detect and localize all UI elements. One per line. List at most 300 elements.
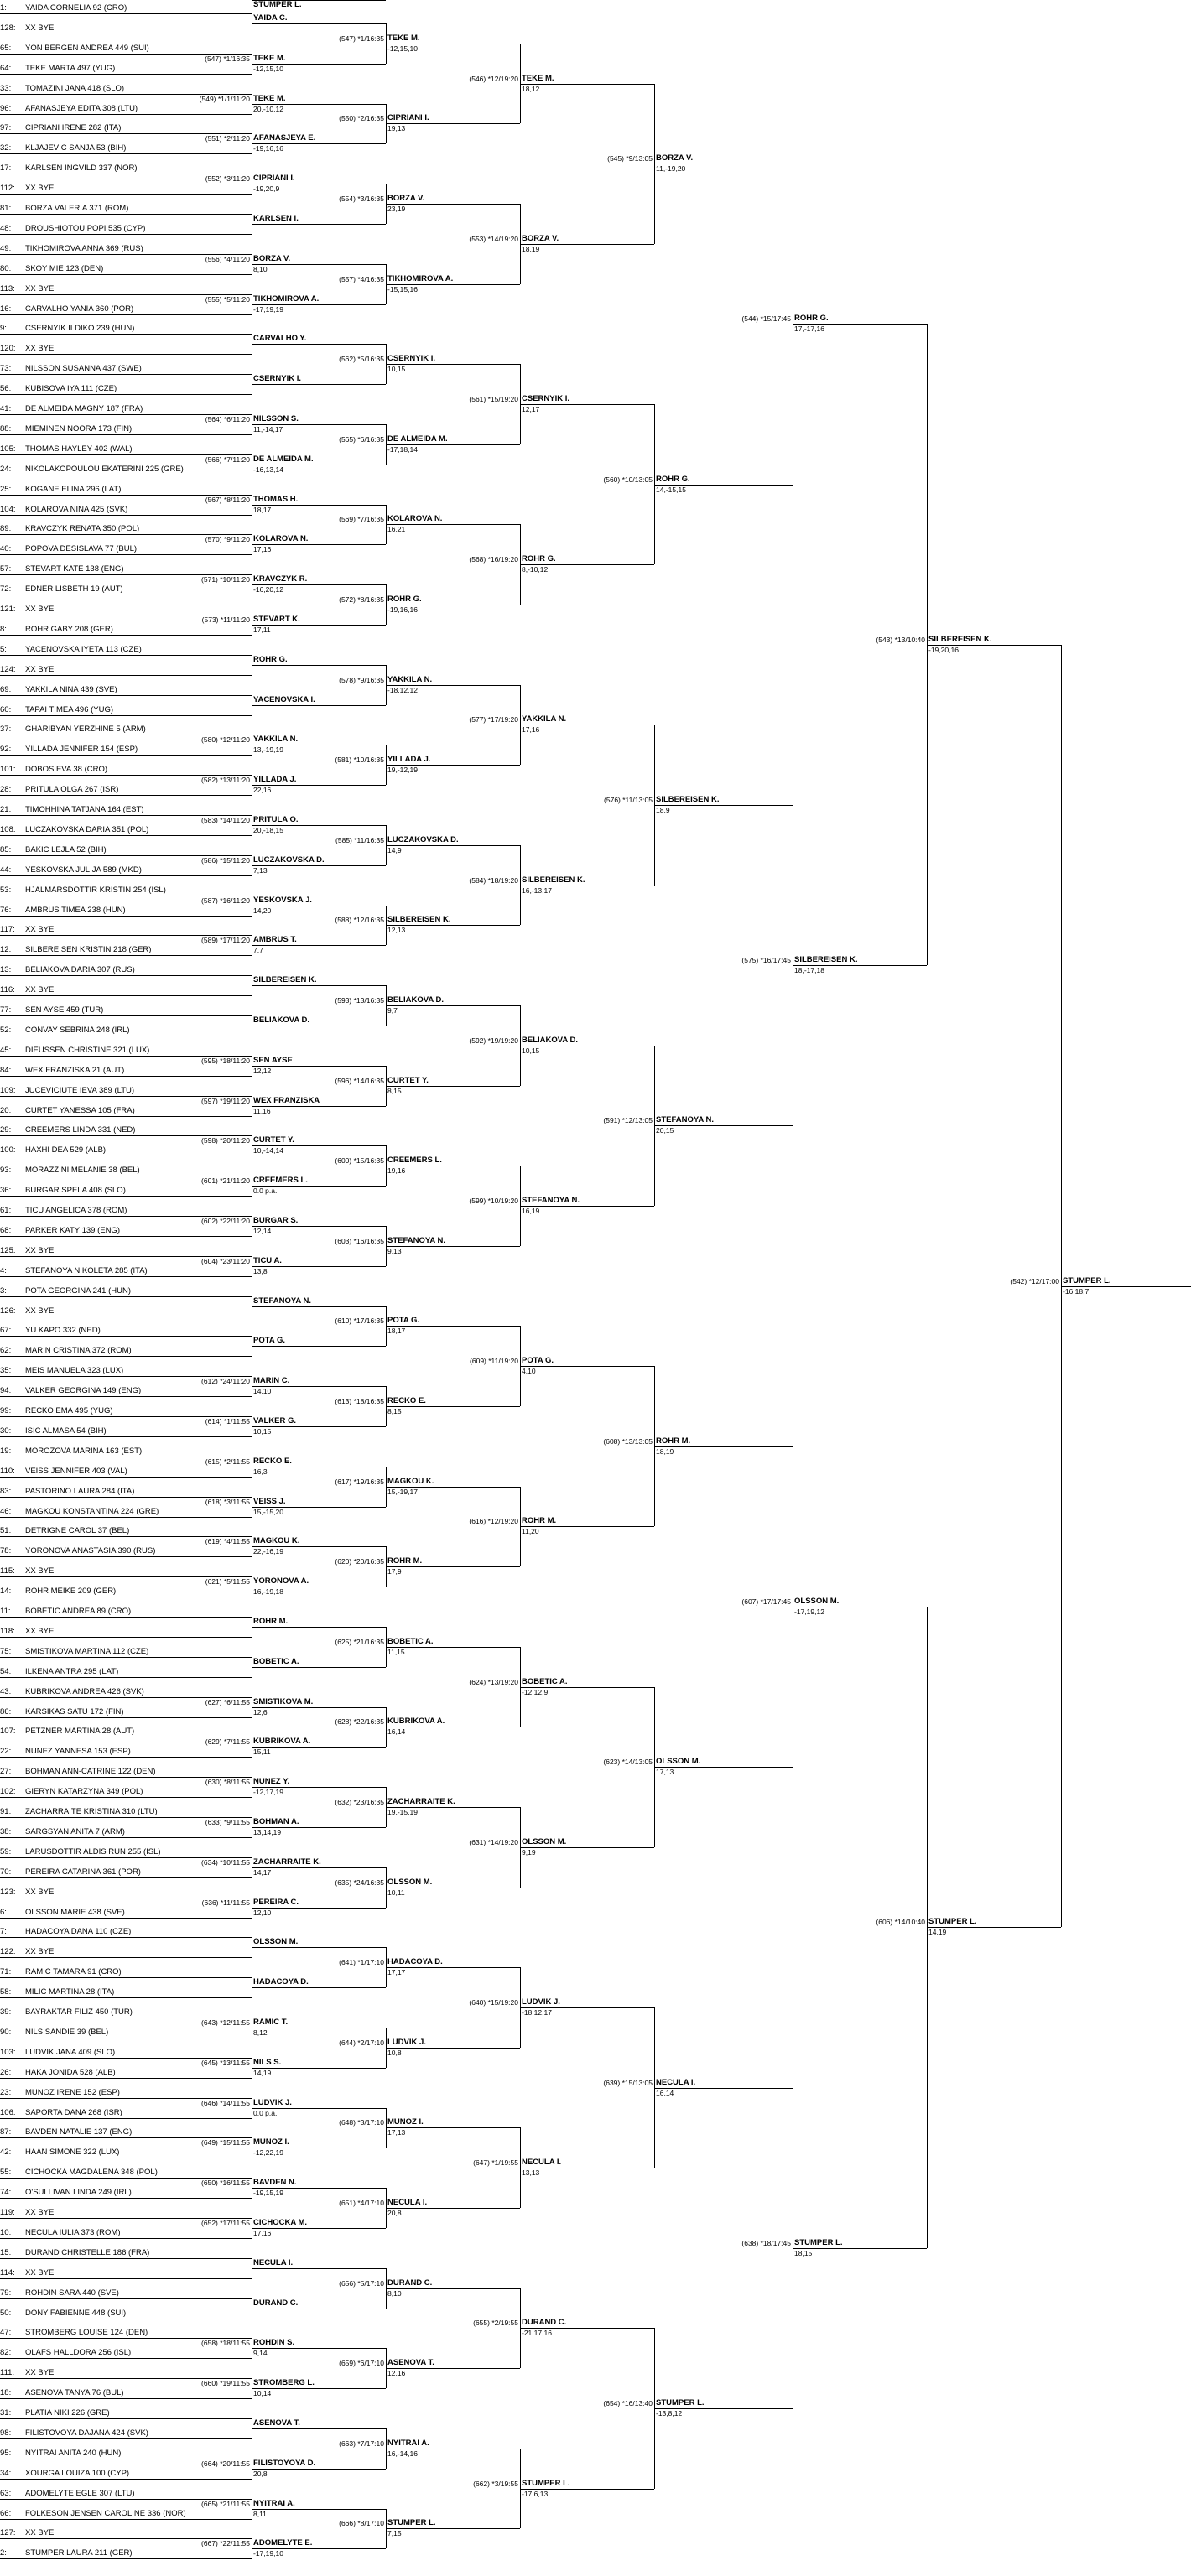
winner-name: WEX FRANZISKA — [253, 1095, 320, 1105]
match-score: 16,-14,16 — [387, 2449, 418, 2458]
match-label: (658) *18/11:55 — [201, 2339, 250, 2348]
match-label: (543) *13/10:40 — [876, 635, 925, 644]
winner-name: STEFANOYA N. — [253, 1296, 311, 1306]
winner-line — [386, 524, 520, 525]
winner-name: MAGKOU K. — [253, 1536, 300, 1546]
winner-name: OLSSON M. — [253, 1937, 299, 1947]
entry-name: XX BYE — [25, 985, 55, 995]
winner-line — [386, 1246, 520, 1247]
match-score: 9,19 — [522, 1847, 536, 1857]
entry-row — [0, 164, 252, 174]
entry-row — [0, 64, 252, 75]
entry-name: PEREIRA CATARINA 361 (POR) — [25, 1867, 141, 1877]
entry-number: 102: — [0, 1787, 16, 1797]
entry-row — [0, 505, 252, 516]
entry-row — [0, 364, 252, 375]
entry-number: 118: — [0, 1626, 15, 1636]
winner-line — [252, 1266, 386, 1267]
entry-name: MILIC MARTINA 28 (ITA) — [25, 1987, 115, 1997]
entry-row — [0, 1487, 252, 1498]
entry-number: 99: — [0, 1406, 12, 1415]
entry-number: 8: — [0, 624, 7, 634]
match-label: (586) *15/11:20 — [201, 855, 250, 865]
match-label: (549) *1/1/11:20 — [199, 94, 250, 103]
entry-number: 51: — [0, 1526, 12, 1536]
entry-name: KARSIKAS SATU 172 (FIN) — [25, 1706, 124, 1716]
winner-name: FILISTOYOYA D. — [253, 2458, 316, 2468]
winner-line — [386, 204, 520, 205]
entry-row — [0, 906, 252, 917]
entry-row — [0, 2548, 252, 2559]
entry-number: 53: — [0, 885, 12, 895]
entry-number: 47: — [0, 2328, 12, 2338]
winner-line — [252, 1226, 386, 1227]
entry-number: 50: — [0, 2308, 12, 2318]
entry-number: 74: — [0, 2188, 12, 2198]
entry-name: MIEMINEN NOORA 173 (FIN) — [25, 423, 133, 434]
winner-name: CSERNYIK I. — [522, 394, 570, 404]
match-score: 0.0 p.a. — [253, 1187, 278, 1196]
entry-row — [0, 805, 252, 816]
entry-number: 105: — [0, 444, 16, 454]
entry-number: 24: — [0, 464, 12, 474]
entry-row — [0, 2048, 252, 2059]
match-score: -12,12,9 — [522, 1687, 549, 1696]
entry-number: 87: — [0, 2127, 12, 2137]
entry-row — [0, 2309, 252, 2319]
match-label: (628) *22/16:35 — [335, 1717, 384, 1727]
match-label: (595) *18/11:20 — [201, 1056, 250, 1065]
entry-row — [0, 1286, 252, 1297]
entry-name: DIEUSSEN CHRISTINE 321 (LUX) — [25, 1045, 150, 1055]
match-label: (564) *6/11:20 — [205, 414, 250, 423]
entry-name: XX BYE — [25, 1245, 55, 1255]
entry-name: BOHMAN ANN-CATRINE 122 (DEN) — [25, 1767, 156, 1777]
entry-row — [0, 605, 252, 615]
winner-name: OLSSON M. — [656, 1757, 701, 1767]
match-label: (578) *9/16:35 — [339, 675, 384, 684]
match-score: -17,19,19 — [253, 304, 283, 314]
entry-row — [0, 1507, 252, 1518]
entry-number: 30: — [0, 1426, 12, 1436]
entry-name: XX BYE — [25, 2368, 55, 2378]
entry-name: XX BYE — [25, 605, 55, 614]
winner-name: HADACOYA D. — [253, 1977, 309, 1987]
entry-row — [0, 1046, 252, 1057]
entry-number: 1: — [0, 3, 7, 13]
entry-name: NYITRAI ANITA 240 (HUN) — [25, 2448, 122, 2458]
winner-line — [252, 224, 386, 225]
winner-line — [252, 2268, 386, 2269]
winner-line — [252, 1987, 386, 1988]
match-label: (620) *20/16:35 — [335, 1557, 384, 1566]
match-label: (621) *5/11:55 — [205, 1577, 250, 1587]
winner-name: HADACOYA D. — [387, 1957, 443, 1967]
entry-row — [0, 1106, 252, 1117]
winner-name: YILLADA J. — [387, 755, 431, 765]
match-label: (644) *2/17:10 — [339, 2038, 384, 2047]
winner-name: TIKHOMIROVA A. — [387, 273, 454, 283]
match-score: -12,15,10 — [387, 44, 418, 53]
entry-number: 35: — [0, 1366, 12, 1376]
entry-row — [0, 865, 252, 876]
winner-line — [252, 384, 386, 385]
match-label: (664) *20/11:55 — [201, 2459, 250, 2468]
entry-number: 115: — [0, 1566, 15, 1576]
match-label: (630) *8/11:55 — [205, 1778, 250, 1787]
winner-line — [252, 1707, 386, 1708]
entry-name: DROUSHIOTOU POPI 535 (CYP) — [25, 223, 146, 233]
match-score: -16,20,12 — [253, 585, 283, 595]
entry-row — [0, 1987, 252, 1998]
winner-line — [252, 23, 386, 24]
entry-number: 94: — [0, 1386, 12, 1396]
match-score: 12,10 — [253, 1908, 272, 1917]
winner-name: STUMPER L. — [522, 2478, 570, 2488]
match-label: (663) *7/17:10 — [339, 2438, 384, 2448]
entry-number: 40: — [0, 544, 12, 554]
match-score: 18,12 — [522, 84, 540, 93]
entry-row — [0, 645, 252, 656]
entry-name: SKOY MIE 123 (DEN) — [25, 263, 104, 273]
winner-name: DURAND C. — [522, 2318, 567, 2328]
entry-number: 81: — [0, 204, 12, 213]
winner-line — [252, 1627, 386, 1628]
winner-name: MUNOZ I. — [387, 2117, 424, 2127]
entry-number: 57: — [0, 564, 12, 574]
entry-number: 90: — [0, 2027, 12, 2037]
entry-row — [0, 2388, 252, 2399]
winner-line — [252, 1066, 386, 1067]
match-score: 10,15 — [387, 365, 406, 374]
winner-name: STEVART K. — [253, 614, 300, 624]
entry-number: 75: — [0, 1646, 12, 1656]
entry-number: 11: — [0, 1607, 11, 1616]
match-score: 20,8 — [253, 2469, 268, 2478]
match-label: (610) *17/16:35 — [335, 1317, 384, 1326]
match-score: 16,14 — [656, 2088, 674, 2097]
entry-row — [0, 1386, 252, 1397]
entry-name: PARKER KATY 139 (ENG) — [25, 1225, 120, 1235]
match-score: 17,13 — [387, 2128, 406, 2137]
entry-row — [0, 1026, 252, 1036]
match-score: 13,8 — [253, 1266, 268, 1275]
entry-row — [0, 2068, 252, 2079]
match-score: 11,15 — [387, 1647, 405, 1656]
match-score: 19,13 — [387, 124, 406, 133]
match-score: 18,19 — [522, 244, 540, 253]
entry-row — [0, 625, 252, 636]
entry-name: YACENOVSKA IYETA 113 (CZE) — [25, 644, 142, 654]
match-label: (612) *24/11:20 — [201, 1377, 250, 1386]
entry-number: 64: — [0, 63, 12, 73]
winner-line — [654, 805, 793, 806]
winner-name: VALKER G. — [253, 1415, 297, 1426]
entry-row — [0, 2127, 252, 2138]
match-score: 12,14 — [253, 1226, 272, 1235]
match-label: (600) *15/16:35 — [335, 1156, 384, 1166]
winner-line — [252, 2509, 386, 2510]
entry-name: TEKE MARTA 497 (YUG) — [25, 63, 116, 73]
winner-name: NUNEZ Y. — [253, 1777, 290, 1787]
winner-name: MUNOZ I. — [253, 2137, 289, 2148]
entry-number: 106: — [0, 2107, 16, 2117]
match-label: (634) *10/11:55 — [201, 1857, 250, 1867]
match-label: (624) *13/19:20 — [469, 1677, 518, 1686]
match-label: (631) *14/19:20 — [469, 1837, 518, 1846]
winner-name: STEFANOYA N. — [387, 1235, 445, 1245]
winner-name: BOBETIC A. — [522, 1676, 568, 1686]
entry-name: TOMAZINI JANA 418 (SLO) — [25, 83, 125, 93]
entry-number: 22: — [0, 1747, 12, 1757]
match-label: (638) *18/17:45 — [741, 2238, 791, 2247]
entry-name: KUBRIKOVA ANDREA 426 (SVK) — [25, 1686, 144, 1696]
winner-name: STEFANOYA N. — [656, 1115, 714, 1125]
entry-number: 120: — [0, 344, 16, 354]
winner-name: RAMIC T. — [253, 2017, 289, 2027]
winner-line — [654, 1767, 793, 1768]
entry-name: VEISS JENNIFER 403 (VAL) — [25, 1466, 127, 1476]
entry-number: 13: — [0, 965, 12, 975]
match-label: (588) *12/16:35 — [335, 916, 384, 925]
entry-row — [0, 2469, 252, 2480]
entry-name: HAKA JONIDA 528 (ALB) — [25, 2067, 116, 2077]
match-score: 15,11 — [253, 1748, 271, 1757]
entry-row — [0, 2489, 252, 2500]
winner-name: VEISS J. — [253, 1496, 286, 1506]
match-score: 18,15 — [794, 2248, 813, 2257]
match-score: -19,16,16 — [387, 605, 418, 615]
match-label: (576) *11/13:05 — [604, 796, 653, 805]
entry-number: 78: — [0, 1546, 12, 1556]
entry-number: 58: — [0, 1987, 12, 1997]
winner-name: STEFANOYA N. — [522, 1196, 580, 1206]
entry-row — [0, 1787, 252, 1798]
match-label: (580) *12/11:20 — [201, 735, 250, 745]
winner-line — [386, 1326, 520, 1327]
winner-name: CREEMERS L. — [253, 1176, 308, 1186]
entry-number: 76: — [0, 905, 12, 915]
entry-number: 45: — [0, 1045, 12, 1055]
winner-name: ADOMELYTE E. — [253, 2538, 313, 2548]
entry-row — [0, 1125, 252, 1136]
entry-name: MEIS MANUELA 323 (LUX) — [25, 1366, 124, 1376]
winner-line — [252, 1667, 386, 1668]
match-score: 14,17 — [253, 1867, 272, 1877]
winner-name: OLSSON M. — [387, 1877, 433, 1887]
entry-row — [0, 524, 252, 535]
entry-row — [0, 1566, 252, 1577]
match-label: (596) *14/16:35 — [335, 1076, 384, 1085]
winner-name: NYITRAI A. — [253, 2498, 295, 2508]
match-label: (570) *9/11:20 — [205, 535, 250, 544]
entry-number: 68: — [0, 1225, 12, 1235]
entry-number: 93: — [0, 1166, 12, 1176]
entry-row — [0, 1166, 252, 1176]
entry-number: 119: — [0, 2208, 15, 2217]
winner-name: POTA G. — [522, 1356, 554, 1366]
match-score: 11,-19,20 — [656, 164, 686, 174]
winner-line — [252, 1426, 386, 1427]
entry-row — [0, 745, 252, 756]
entry-name: XX BYE — [25, 1306, 55, 1316]
winner-line — [386, 1967, 520, 1968]
match-score: 17,17 — [387, 1968, 406, 1977]
entry-row — [0, 123, 252, 134]
match-score: 20,8 — [387, 2209, 402, 2218]
match-score: 11,-14,17 — [253, 424, 283, 434]
match-score: 19,-15,19 — [387, 1808, 418, 1817]
match-label: (629) *7/11:55 — [205, 1737, 250, 1747]
match-label: (649) *15/11:55 — [201, 2138, 250, 2148]
winner-line — [386, 1086, 520, 1087]
entry-name: BAVDEN NATALIE 137 (ENG) — [25, 2127, 133, 2137]
match-label: (646) *14/11:55 — [201, 2098, 250, 2107]
match-score: -12,17,19 — [253, 1788, 283, 1797]
match-score: 16,3 — [253, 1467, 268, 1476]
match-score: 10,8 — [387, 2048, 402, 2057]
entry-row — [0, 304, 252, 315]
entry-name: ISIC ALMASA 54 (BIH) — [25, 1426, 107, 1436]
entry-name: CICHOCKA MAGDALENA 348 (POL) — [25, 2168, 158, 2178]
winner-line — [386, 364, 520, 365]
entry-number: 59: — [0, 1846, 12, 1857]
entry-name: BURGAR SPELA 408 (SLO) — [25, 1186, 126, 1196]
entry-row — [0, 1888, 252, 1898]
winner-line — [252, 1346, 386, 1347]
entry-number: 66: — [0, 2508, 12, 2518]
winner-line — [520, 1847, 654, 1848]
match-label: (584) *18/19:20 — [469, 875, 518, 885]
winner-name: SILBEREISEN K. — [253, 975, 317, 985]
entry-name: LUCZAKOVSKA DARIA 351 (POL) — [25, 824, 149, 834]
winner-name: SMISTIKOVA M. — [253, 1696, 314, 1706]
winner-name: CURTET Y. — [253, 1135, 294, 1145]
winner-line — [654, 1125, 793, 1126]
winner-line — [386, 925, 520, 926]
entry-name: SAPORTA DANA 268 (ISR) — [25, 2107, 122, 2117]
entry-name: SMISTIKOVA MARTINA 112 (CZE) — [25, 1646, 149, 1656]
entry-name: BOBETIC ANDREA 89 (CRO) — [25, 1607, 132, 1616]
entry-row — [0, 2248, 252, 2259]
entry-name: YAKKILA NINA 439 (SVE) — [25, 684, 117, 694]
match-label: (583) *14/11:20 — [201, 815, 250, 824]
match-score: 8,10 — [387, 2288, 402, 2298]
entry-row — [0, 1607, 252, 1618]
entry-row — [0, 1947, 252, 1958]
match-label: (546) *12/19:20 — [469, 74, 518, 83]
entry-row — [0, 44, 252, 55]
entry-row — [0, 1707, 252, 1718]
entry-number: 49: — [0, 243, 12, 253]
winner-name: BOBETIC A. — [253, 1656, 299, 1666]
winner-name: SILBEREISEN K. — [656, 795, 720, 805]
entry-number: 83: — [0, 1486, 12, 1496]
entry-name: HADACOYA DANA 110 (CZE) — [25, 1927, 132, 1937]
match-label: (635) *24/16:35 — [335, 1877, 384, 1887]
entry-number: 122: — [0, 1947, 16, 1957]
entry-name: SARGSYAN ANITA 7 (ARM) — [25, 1826, 125, 1836]
entry-name: NECULA IULIA 373 (ROM) — [25, 2227, 121, 2237]
match-label: (547) *1/16:35 — [339, 34, 384, 43]
entry-name: SILBEREISEN KRISTIN 218 (GER) — [25, 945, 152, 955]
winner-line — [386, 2288, 520, 2289]
entry-number: 21: — [0, 805, 12, 814]
winner-name: DE ALMEIDA M. — [253, 454, 314, 464]
winner-line — [252, 264, 386, 265]
entry-name: XX BYE — [25, 344, 55, 354]
match-label: (633) *9/11:55 — [205, 1817, 250, 1826]
winner-name: OLSSON M. — [794, 1597, 840, 1607]
entry-number: 41: — [0, 404, 12, 413]
winner-line — [520, 1206, 654, 1207]
winner-name: CIPRIANI I. — [253, 174, 295, 184]
match-label: (577) *17/19:20 — [469, 715, 518, 724]
entry-row — [0, 2088, 252, 2099]
entry-number: 84: — [0, 1065, 12, 1075]
entry-name: TIKHOMIROVA ANNA 369 (RUS) — [25, 243, 143, 253]
entry-row — [0, 1145, 252, 1156]
winner-name: AMBRUS T. — [253, 935, 297, 945]
winner-name: ROHR G. — [387, 595, 422, 605]
entry-name: JUCEVICIUTE IEVA 389 (LTU) — [25, 1085, 135, 1095]
winner-name: ASENOVA T. — [253, 2418, 300, 2428]
entry-row — [0, 1767, 252, 1778]
entry-number: 52: — [0, 1025, 12, 1035]
winner-name: CARVALHO Y. — [253, 334, 307, 344]
match-label: (581) *10/16:35 — [335, 756, 384, 765]
winner-name: KOLAROVA N. — [253, 534, 309, 544]
match-score: 22,-16,19 — [253, 1547, 283, 1556]
match-score: 17,9 — [387, 1567, 402, 1576]
entry-number: 108: — [0, 824, 16, 834]
winner-name: SILBEREISEN K. — [522, 875, 585, 885]
winner-name: TEKE M. — [253, 53, 286, 63]
match-label: (571) *10/11:20 — [201, 575, 250, 584]
winner-name: LUDVIK J. — [522, 1997, 560, 2007]
match-label: (647) *1/19:55 — [473, 2158, 518, 2168]
match-score: 20,15 — [656, 1126, 674, 1135]
winner-name: ROHR G. — [253, 654, 288, 664]
entry-row — [0, 1406, 252, 1417]
entry-name: KRAVCZYK RENATA 350 (POL) — [25, 524, 140, 534]
entry-row — [0, 104, 252, 115]
match-label: (632) *23/16:35 — [335, 1798, 384, 1807]
match-label: (567) *8/11:20 — [205, 495, 250, 504]
winner-line — [520, 84, 654, 85]
entry-name: HJALMARSDOTTIR KRISTIN 254 (ISL) — [25, 885, 166, 895]
entry-row — [0, 785, 252, 796]
match-label: (650) *16/11:55 — [201, 2179, 250, 2188]
winner-name: ROHR G. — [656, 474, 690, 484]
match-score: 14,20 — [253, 906, 272, 915]
entry-number: 14: — [0, 1587, 12, 1597]
match-score: 15,-15,20 — [253, 1507, 283, 1516]
entry-number: 97: — [0, 123, 12, 133]
entry-number: 63: — [0, 2488, 12, 2498]
match-label: (625) *21/16:35 — [335, 1637, 384, 1646]
entry-name: KUBISOVA IYA 111 (CZE) — [25, 384, 117, 394]
entry-name: MORAZZINI MELANIE 38 (BEL) — [25, 1166, 140, 1176]
entry-number: 72: — [0, 584, 12, 595]
match-score: -19,20,9 — [253, 184, 280, 194]
winner-name: ROHR M. — [253, 1616, 289, 1626]
match-label: (614) *1/11:55 — [205, 1416, 250, 1426]
winner-line — [927, 1927, 1061, 1928]
entry-name: ADOMELYTE EGLE 307 (LTU) — [25, 2488, 135, 2498]
winner-name: DE ALMEIDA M. — [387, 434, 448, 444]
match-score: -18,12,12 — [387, 685, 418, 694]
